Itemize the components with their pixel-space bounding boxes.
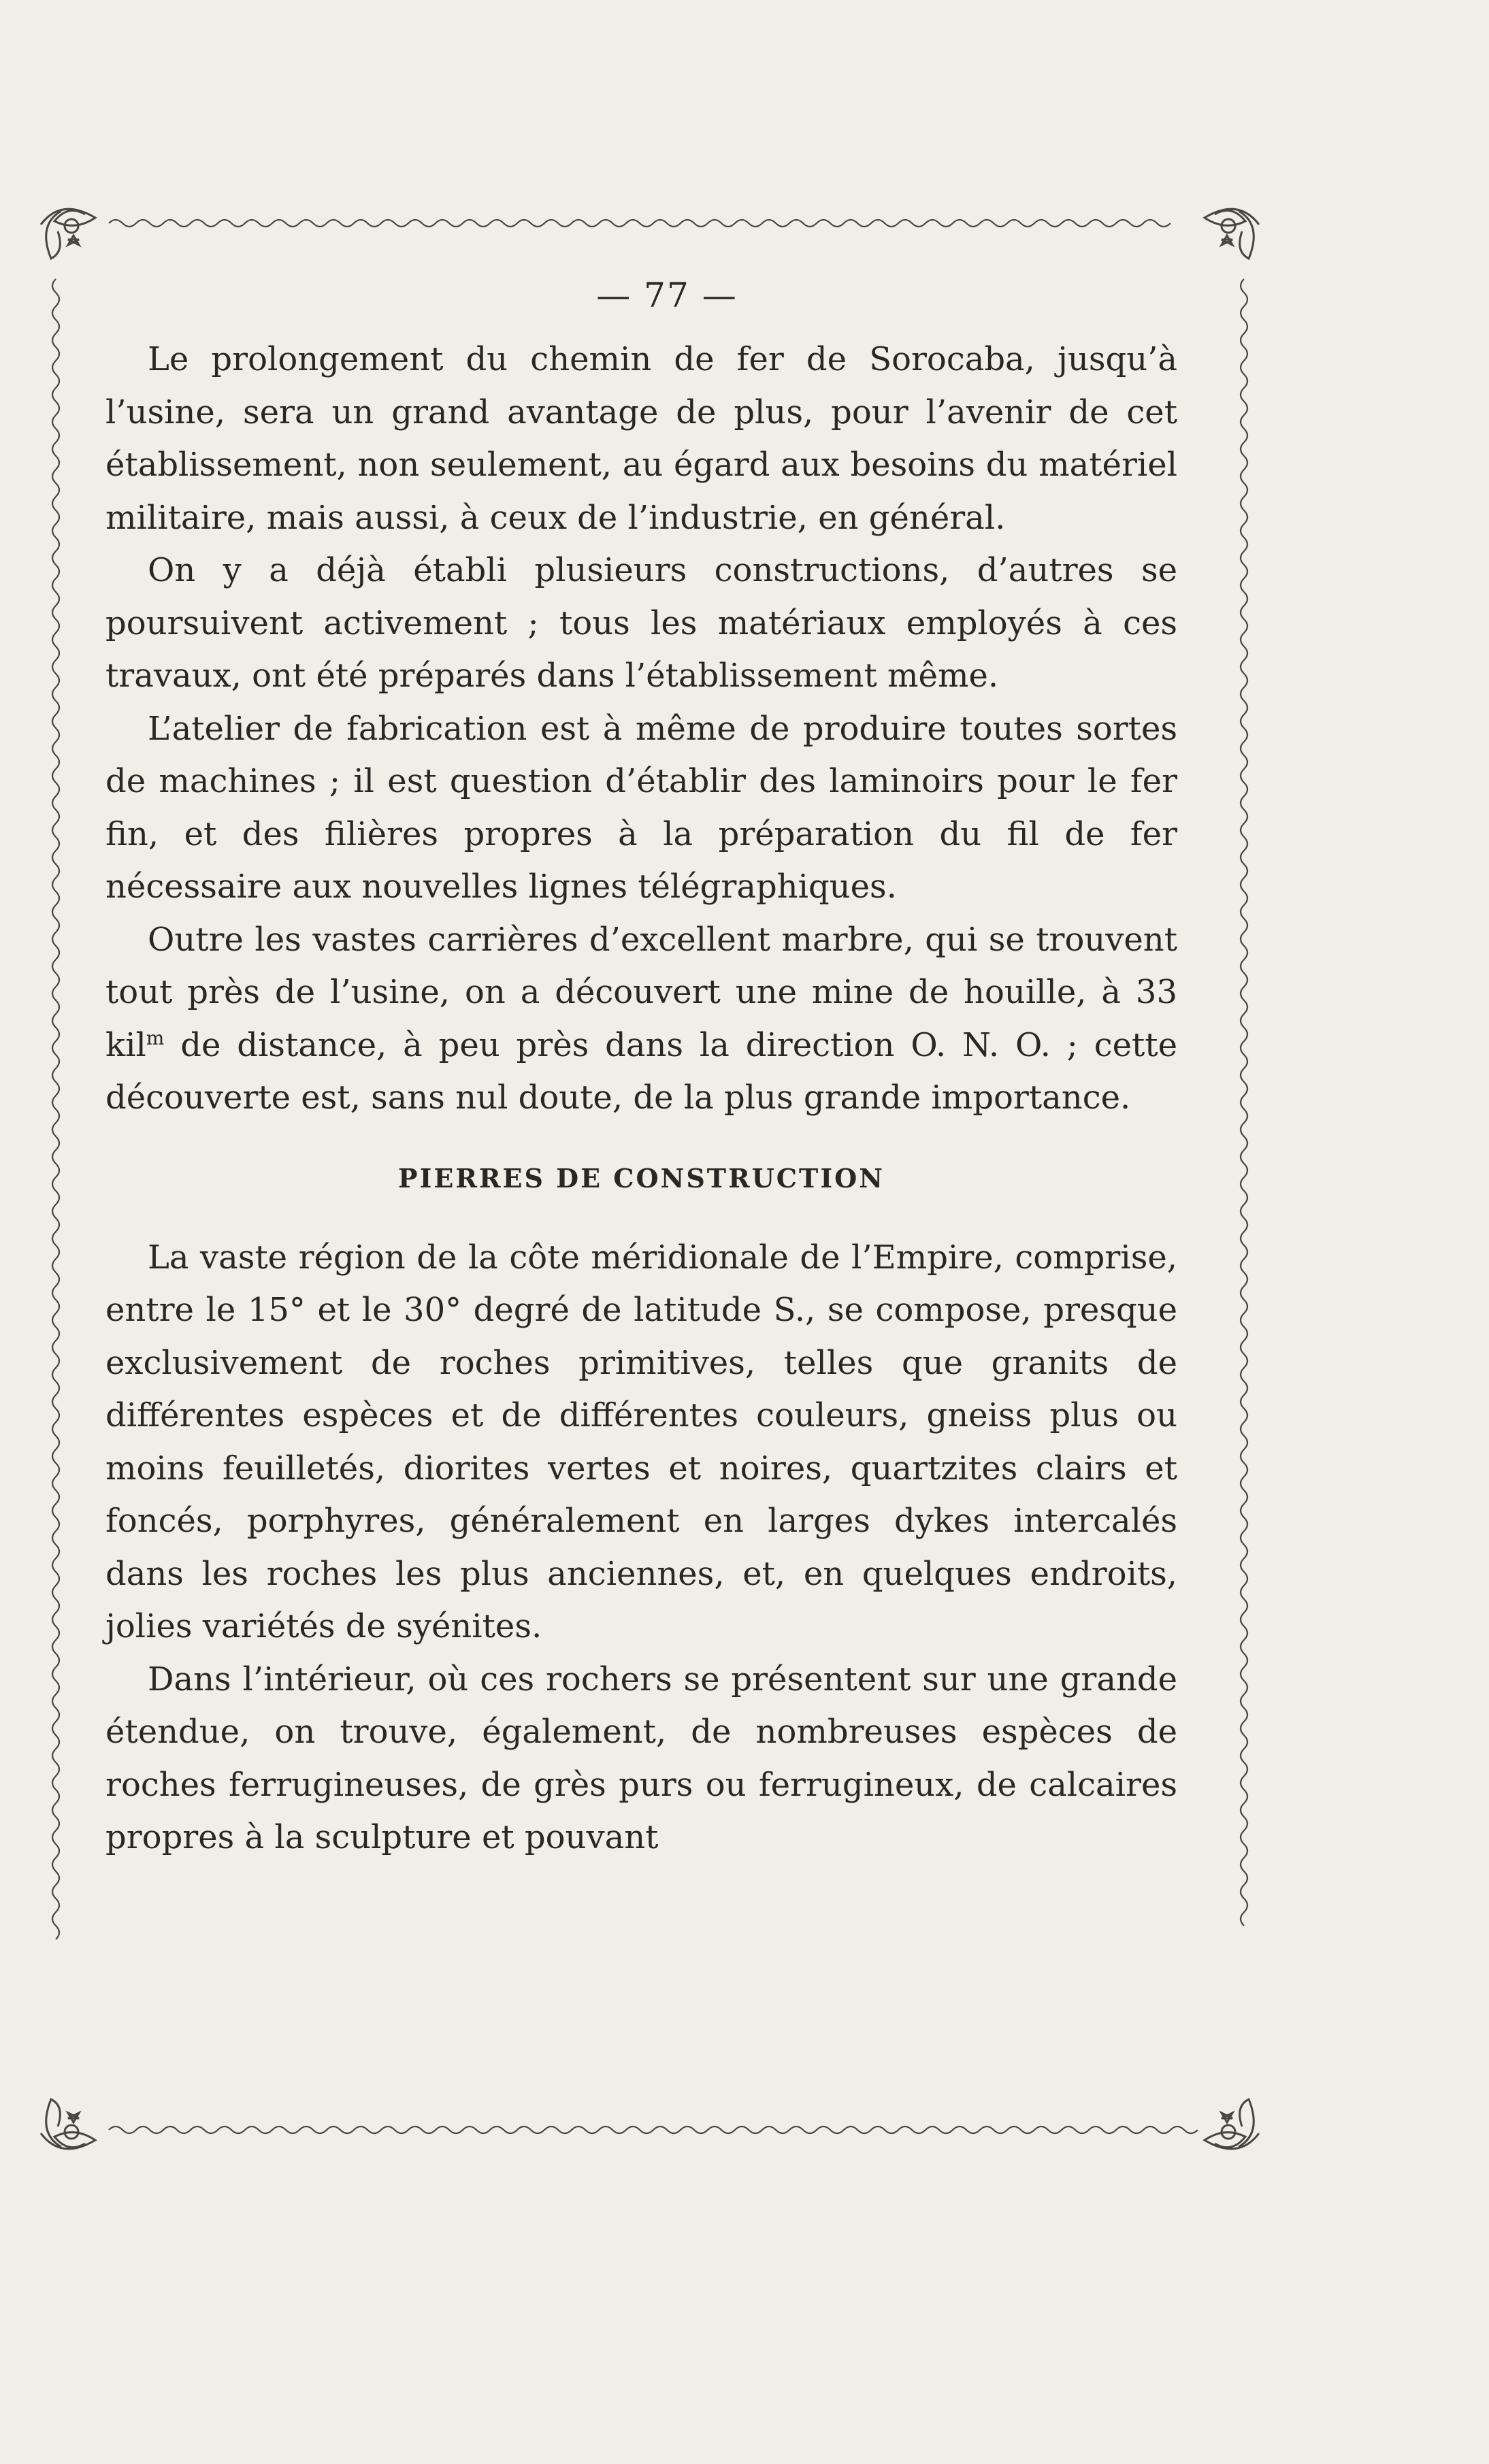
corner-ornament-bottom-right [1205,2099,1259,2149]
section-heading: PIERRES DE CONSTRUCTION [398,1162,885,1194]
paragraph [105,914,1177,1125]
paragraph: L’atelier de fabrication est à même de produire toutes sortes de machines ; il est question d’établir des laminoirs pour le fer fin, et des filières propres à la préparation du fil de fer nécessaire aux nouvelles lignes télégraphiques. [105,709,1177,906]
right-wavy-line [1241,279,1247,1926]
page-number: — 77 — [596,276,738,315]
corner-ornament-bottom-left [41,2099,95,2149]
left-wavy-line [52,279,59,1939]
paragraph: La vaste région de la côte méridionale de l’Empire, comprise, entre le 15° et le 30° degré de latitude S., se compose, presque exclusivement de roches primitives, telles que granits de différentes espèces et de différentes couleurs, gneiss plus ou moins feuilletés, diorites vertes et noires, quartzites clairs et foncés, porphyres, généralement en larges dykes intercalés dans les roches les plus anciennes, et, en quelques endroits, jolies variétés de syénites. [105,1238,1177,1645]
bottom-wavy-line [109,2126,1198,2133]
body-text [105,333,1177,1865]
top-wavy-line [109,220,1171,227]
paragraph-text: de distance, à peu près dans la direction O. N. O. ; cette découverte est, sans nul doute, de la plus grande importance. [105,1025,1177,1117]
corner-ornament-top-left [41,209,95,259]
paragraph: On y a déjà établi plusieurs constructions, d’autres se poursuivent activement ; tous les matériaux employés à ces travaux, ont été préparés dans l’établissement même. [105,551,1177,695]
paragraph: Le prolongement du chemin de fer de Sorocaba, jusqu’à l’usine, sera un grand avantage de plus, pour l’avenir de cet établissement, non seulement, au égard aux besoins du matériel militaire, mais aussi, à ceux de l’industrie, en général. [105,340,1177,537]
corner-ornament-top-right [1205,209,1259,259]
superscript-unit: m [146,1026,165,1049]
paragraph: Dans l’intérieur, où ces rochers se présentent sur une grande étendue, on trouve, également, de nombreuses espèces de roches ferrugineuses, de grès purs ou ferrugineux, de calcaires propres à la sculpture et pouvant [105,1660,1177,1856]
paragraph-text: Outre les vastes carrières d’excellent marbre, qui se trouvent tout près de l’usine, on a découvert une mine de houille, à 33 kil [105,920,1177,1064]
